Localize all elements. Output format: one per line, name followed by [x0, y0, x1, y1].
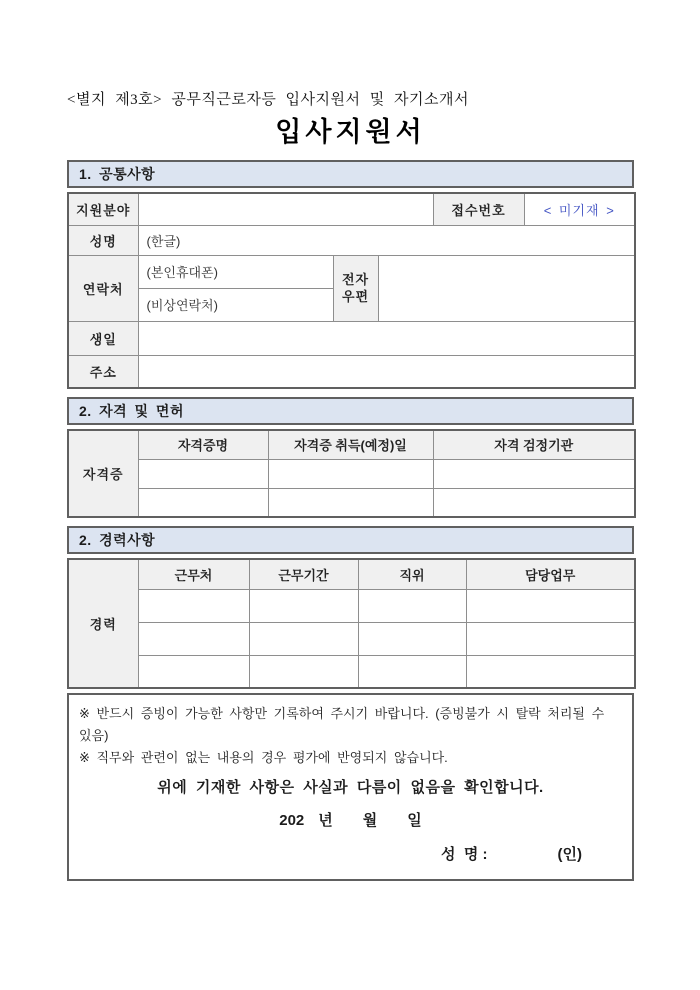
col-cert-agency: 자격 검정기관	[433, 430, 635, 459]
address-value	[138, 355, 635, 388]
footer-declaration-box	[67, 693, 634, 881]
name-value: (한글)	[138, 225, 635, 255]
birth-label: 생일	[68, 321, 138, 355]
col-position: 직위	[358, 559, 466, 589]
receipt-no-value: < 미기재 >	[524, 193, 635, 225]
email-label-line1: 전자	[341, 272, 370, 287]
col-duty: 담당업무	[466, 559, 635, 589]
col-cert-name: 자격증명	[138, 430, 268, 459]
signature-line	[79, 845, 622, 865]
page-title: 입사지원서	[275, 117, 426, 147]
date-day-label: 일	[407, 812, 422, 829]
cert-agency-cell	[433, 488, 635, 517]
career-row	[68, 589, 635, 622]
emergency-contact-value: (비상연락처)	[138, 288, 333, 321]
workplace-cell	[138, 589, 249, 622]
form-content	[67, 90, 634, 881]
seal-mark: (인)	[557, 846, 582, 863]
date-year-label: 년	[318, 812, 333, 829]
attachment-label: <별지 제3호> 공무직근로자등 입사지원서 및 자기소개서	[67, 92, 469, 108]
apply-field-label: 지원분야	[68, 193, 138, 225]
confirmation-statement: 위에 기재한 사항은 사실과 다름이 없음을 확인합니다.	[157, 779, 544, 796]
certificate-row	[68, 488, 635, 517]
cert-agency-cell	[433, 459, 635, 488]
email-value	[378, 255, 635, 321]
note-relevance: ※ 직무와 관련이 없는 내용의 경우 평가에 반영되지 않습니다.	[79, 750, 448, 765]
position-cell	[358, 655, 466, 688]
email-label	[333, 255, 378, 321]
cert-date-cell	[268, 488, 433, 517]
col-work-period: 근무기간	[249, 559, 358, 589]
qualifications-table	[67, 429, 636, 518]
workplace-cell	[138, 622, 249, 655]
receipt-no-label: 접수번호	[433, 193, 524, 225]
note-evidence: ※ 반드시 증빙이 가능한 사항만 기록하여 주시기 바랍니다. (증빙불가 시 탈락 처리될 수 있음)	[79, 706, 605, 743]
cert-name-cell	[138, 459, 268, 488]
position-cell	[358, 589, 466, 622]
work-period-cell	[249, 589, 358, 622]
cert-date-cell	[268, 459, 433, 488]
section-header-common: 1. 공통사항	[67, 160, 634, 188]
birth-value	[138, 321, 635, 355]
work-period-cell	[249, 655, 358, 688]
common-info-table	[67, 192, 636, 389]
position-cell	[358, 622, 466, 655]
duty-cell	[466, 622, 635, 655]
career-row	[68, 622, 635, 655]
career-row	[68, 655, 635, 688]
certificate-row-label: 자격증	[68, 430, 138, 517]
duty-cell	[466, 589, 635, 622]
date-prefix: 202	[279, 812, 305, 829]
address-label: 주소	[68, 355, 138, 388]
col-workplace: 근무처	[138, 559, 249, 589]
section-header-career: 2. 경력사항	[67, 526, 634, 554]
name-label: 성명	[68, 225, 138, 255]
col-cert-date: 자격증 취득(예정)일	[268, 430, 433, 459]
date-line	[79, 811, 622, 831]
cert-name-cell	[138, 488, 268, 517]
apply-field-value	[138, 193, 433, 225]
career-row-label: 경력	[68, 559, 138, 688]
duty-cell	[466, 655, 635, 688]
certificate-row	[68, 459, 635, 488]
workplace-cell	[138, 655, 249, 688]
contact-label: 연락처	[68, 255, 138, 321]
email-label-line2: 우편	[341, 289, 370, 304]
career-table	[67, 558, 636, 689]
section-header-qualifications: 2. 자격 및 면허	[67, 397, 634, 425]
phone-value: (본인휴대폰)	[138, 255, 333, 288]
work-period-cell	[249, 622, 358, 655]
date-month-label: 월	[362, 812, 378, 829]
signature-name-label: 성 명 :	[441, 846, 488, 863]
